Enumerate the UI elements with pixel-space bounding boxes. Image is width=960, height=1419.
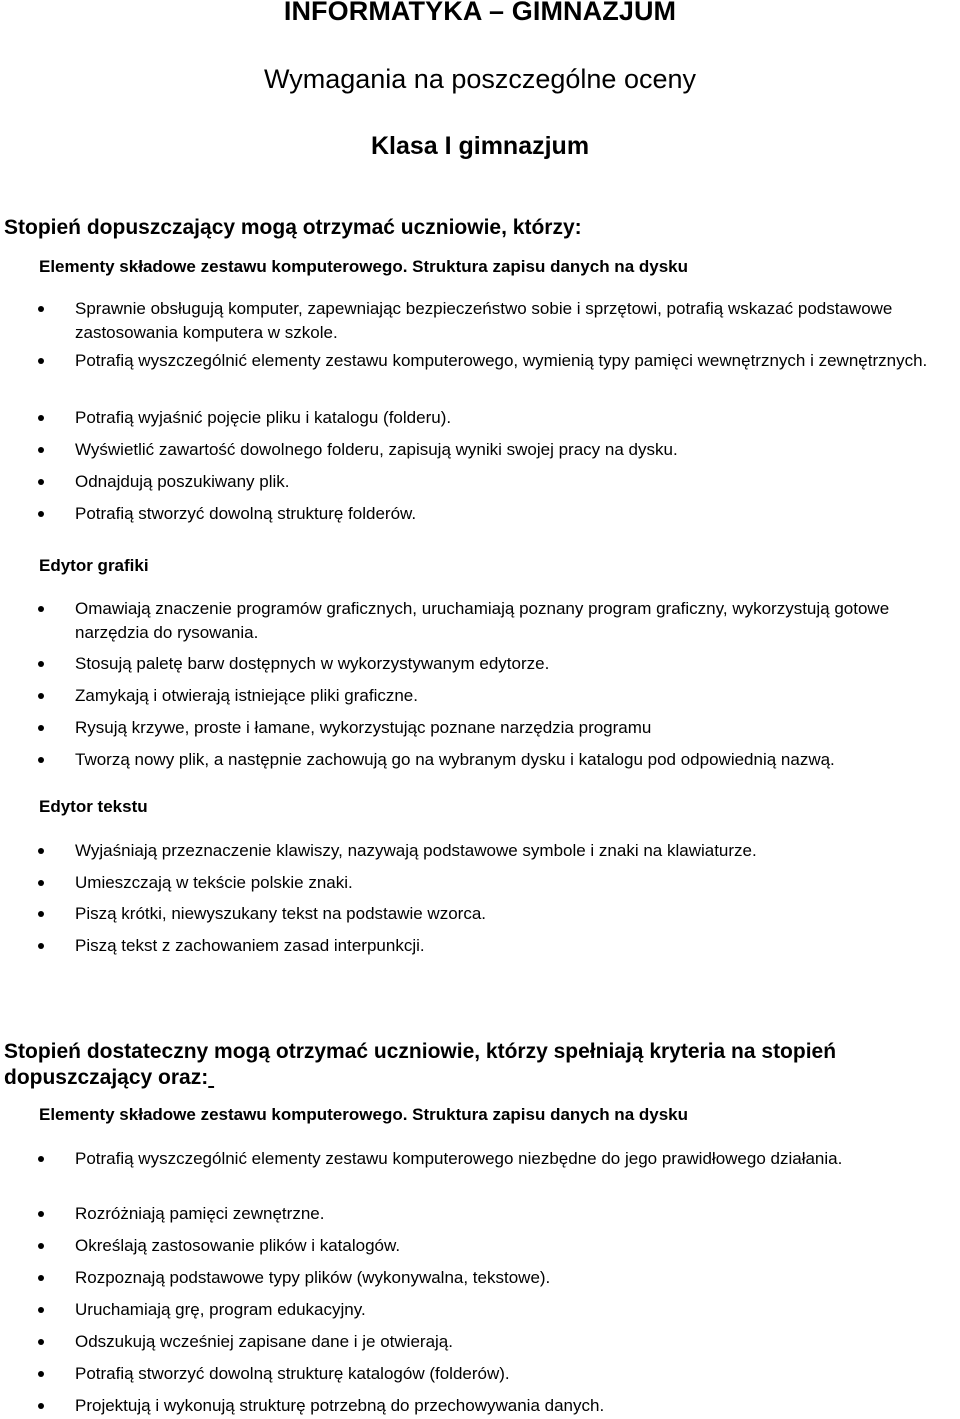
grade-heading-line-1: Stopień dostateczny mogą otrzymać uczniowie, którzy spełniają kryteria na stopień xyxy=(4,1040,837,1063)
section-heading-elementy-2: Elementy składowe zestawu komputerowego. Struktura zapisu danych na dysku xyxy=(39,1105,689,1124)
list-item: Wyjaśniają przeznaczenie klawiszy, nazywają podstawowe symbole i znaki na klawiaturze. xyxy=(0,839,960,863)
bullet-icon xyxy=(38,880,44,886)
bullet-icon xyxy=(38,757,44,763)
bullet-icon xyxy=(38,943,44,949)
bullet-icon xyxy=(38,1243,44,1249)
bullet-icon xyxy=(38,479,44,485)
section-heading-edytor-tekstu: Edytor tekstu xyxy=(39,797,148,816)
bullet-icon xyxy=(38,911,44,917)
list-item: Piszą tekst z zachowaniem zasad interpunkcji. xyxy=(0,934,960,958)
list-item: Określają zastosowanie plików i katalogów. xyxy=(0,1234,960,1258)
list-item: Wyświetlić zawartość dowolnego folderu, zapisują wyniki swojej pracy na dysku. xyxy=(0,438,960,462)
bullet-icon xyxy=(38,1307,44,1313)
list-item: Rozróżniają pamięci zewnętrzne. xyxy=(0,1202,960,1226)
bullet-icon xyxy=(38,1156,44,1162)
underline-space xyxy=(208,1066,214,1089)
list-item: Odnajdują poszukiwany plik. xyxy=(0,470,960,494)
section-heading-edytor-grafiki: Edytor grafiki xyxy=(39,556,149,575)
list-item: Potrafią wyszczególnić elementy zestawu komputerowego, wymienią typy pamięci wewnętrznych i zewnętrznych. xyxy=(0,349,960,373)
grade-heading-dopuszczajacy: Stopień dopuszczający mogą otrzymać uczniowie, którzy: xyxy=(4,216,582,239)
list-item: Potrafią stworzyć dowolną strukturę folderów. xyxy=(0,502,960,526)
section-heading-elementy: Elementy składowe zestawu komputerowego. Struktura zapisu danych na dysku xyxy=(39,257,689,276)
list-item: Projektują i wykonują strukturę potrzebną do przechowywania danych. xyxy=(0,1394,960,1418)
class-heading: Klasa I gimnazjum xyxy=(370,132,590,160)
list-item: Potrafią stworzyć dowolną strukturę katalogów (folderów). xyxy=(0,1362,960,1386)
bullet-icon xyxy=(38,1275,44,1281)
bullet-icon xyxy=(38,693,44,699)
bullet-icon xyxy=(38,848,44,854)
list-item: Zamykają i otwierają istniejące pliki graficzne. xyxy=(0,684,960,708)
bullet-icon xyxy=(38,306,44,312)
bullet-icon xyxy=(38,1371,44,1377)
list-item: Stosują paletę barw dostępnych w wykorzystywanym edytorze. xyxy=(0,652,960,676)
bullet-icon xyxy=(38,1339,44,1345)
bullet-icon xyxy=(38,1211,44,1217)
list-item: Sprawnie obsługują komputer, zapewniając bezpieczeństwo sobie i sprzętowi, potrafią wskazać podstawowe zastosowania komputera w szkole. xyxy=(0,297,960,345)
list-item: Tworzą nowy plik, a następnie zachowują go na wybranym dysku i katalogu pod odpowiednią nazwą. xyxy=(0,748,960,772)
bullet-icon xyxy=(38,415,44,421)
bullet-icon xyxy=(38,661,44,667)
bullet-icon xyxy=(38,1403,44,1409)
list-item: Potrafią wyszczególnić elementy zestawu komputerowego niezbędne do jego prawidłowego działania. xyxy=(0,1147,960,1171)
document-title: INFORMATYKA – GIMNAZJUM xyxy=(283,0,677,26)
document-subtitle: Wymagania na poszczególne oceny xyxy=(263,64,696,94)
list-item: Omawiają znaczenie programów graficznych, uruchamiają poznany program graficzny, wykorzystują gotowe narzędzia do rysowania. xyxy=(0,597,960,645)
list-item: Uruchamiają grę, program edukacyjny. xyxy=(0,1298,960,1322)
grade-heading-line-2: dopuszczający oraz: xyxy=(4,1065,954,1091)
bullet-icon xyxy=(38,447,44,453)
bullet-icon xyxy=(38,358,44,364)
grade-heading-dostateczny xyxy=(4,1039,954,1091)
bullet-icon xyxy=(38,606,44,612)
list-item: Rozpoznają podstawowe typy plików (wykonywalna, tekstowe). xyxy=(0,1266,960,1290)
bullet-icon xyxy=(38,511,44,517)
list-item: Odszukują wcześniej zapisane dane i je otwierają. xyxy=(0,1330,960,1354)
list-item: Potrafią wyjaśnić pojęcie pliku i katalogu (folderu). xyxy=(0,406,960,430)
list-item: Piszą krótki, niewyszukany tekst na podstawie wzorca. xyxy=(0,902,960,926)
bullet-icon xyxy=(38,725,44,731)
list-item: Rysują krzywe, proste i łamane, wykorzystując poznane narzędzia programu xyxy=(0,716,960,740)
list-item: Umieszczają w tekście polskie znaki. xyxy=(0,871,960,895)
